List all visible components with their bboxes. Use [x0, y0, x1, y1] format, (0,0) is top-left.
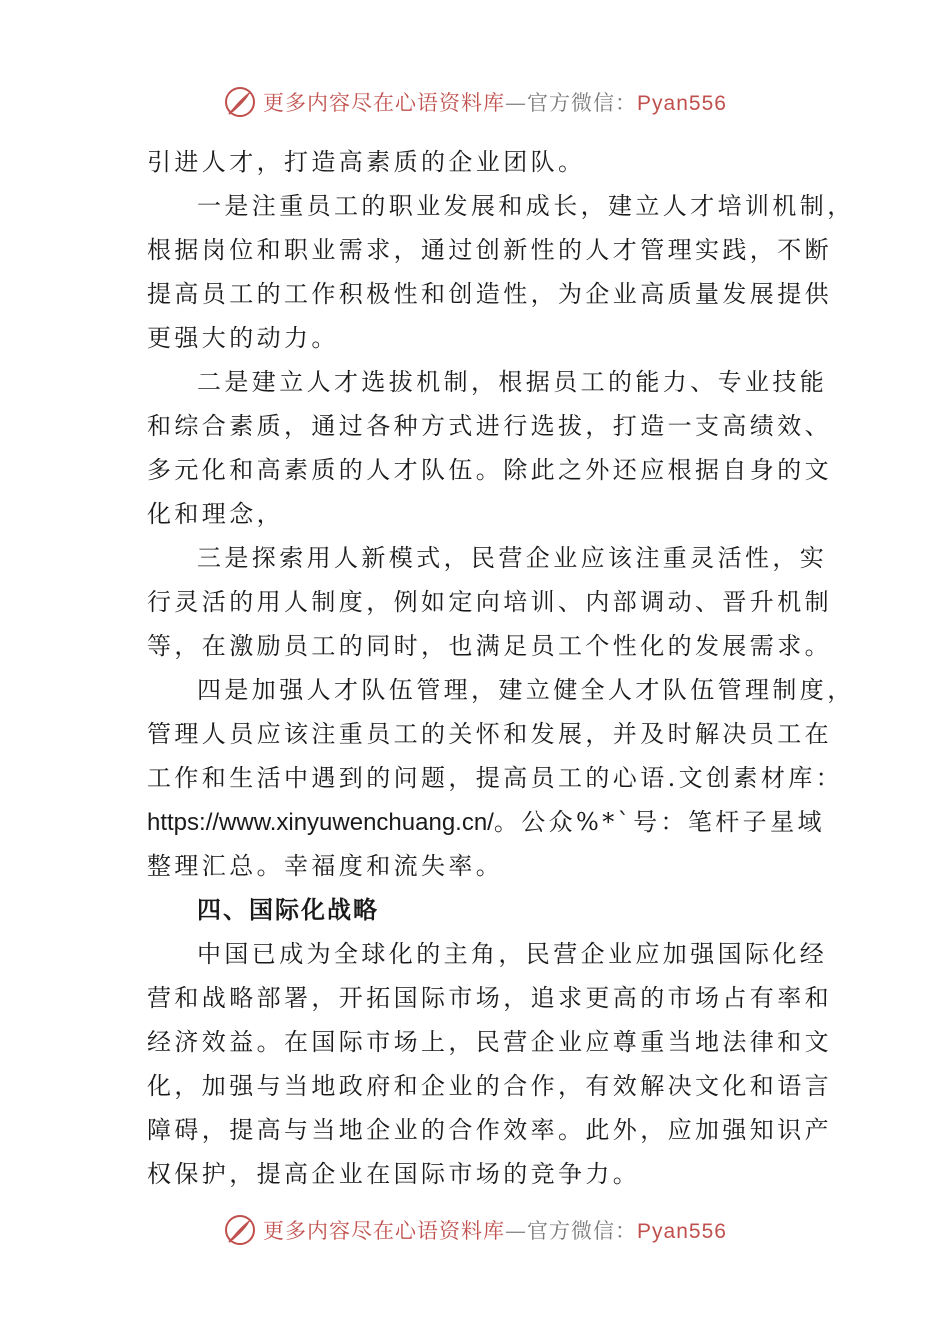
paragraph-line: 工作和生活中遇到的问题，提高员工的心语.文创素材库： — [147, 764, 844, 792]
header-banner — [0, 82, 950, 122]
paragraph-line: 经济效益。在国际市场上，民营企业应尊重当地法律和文 — [147, 1028, 832, 1056]
paragraph-line: 化，加强与当地政府和企业的合作，有效解决文化和语言 — [147, 1072, 832, 1100]
paragraph-line: 行灵活的用人制度，例如定向培训、内部调动、晋升机制 — [147, 588, 832, 616]
paragraph-line: 和综合素质，通过各种方式进行选拔，打造一支高绩效、 — [147, 412, 832, 440]
paragraph-line: 化和理念， — [147, 500, 284, 528]
paragraph-line: 引进人才，打造高素质的企业团队。 — [147, 148, 586, 176]
paragraph-line: 根据岗位和职业需求，通过创新性的人才管理实践，不断 — [147, 236, 832, 264]
paragraph-line: 障碍，提高与当地企业的合作效率。此外，应加强知识产 — [147, 1116, 832, 1144]
url-line — [147, 800, 825, 844]
paragraph-line: 三是探索用人新模式，民营企业应该注重灵活性，实 — [197, 544, 828, 572]
section-heading: 四、国际化战略 — [197, 896, 379, 924]
url-line-suffix: 。公众%*`号：笔杆子星域 — [493, 808, 825, 836]
paragraph-line: 等，在激励员工的同时，也满足员工个性化的发展需求。 — [147, 632, 832, 660]
paragraph-line: 整理汇总。幸福度和流失率。 — [147, 852, 504, 880]
footer-banner-text: 更多内容尽在心语资料库—官方微信：Pyan556 — [263, 1219, 727, 1243]
header-banner-text: 更多内容尽在心语资料库—官方微信：Pyan556 — [263, 91, 727, 115]
paragraph-line: 四是加强人才队伍管理，建立健全人才队伍管理制度， — [197, 676, 855, 704]
paragraph-line: 提高员工的工作积极性和创造性，为企业高质量发展提供 — [147, 280, 832, 308]
paragraph-line: 管理人员应该注重员工的关怀和发展，并及时解决员工在 — [147, 720, 832, 748]
paragraph-line: 更强大的动力。 — [147, 324, 339, 352]
paragraph-line: 一是注重员工的职业发展和成长，建立人才培训机制， — [197, 192, 855, 220]
paragraph-line: 二是建立人才选拔机制，根据员工的能力、专业技能 — [197, 368, 828, 396]
paragraph-line: 权保护，提高企业在国际市场的竞争力。 — [147, 1160, 641, 1188]
footer-banner — [0, 1210, 950, 1250]
quill-pen-logo-icon — [223, 85, 257, 119]
resource-link[interactable]: https://www.xinyuwenchuang.cn/ — [147, 809, 494, 836]
document-body — [147, 140, 855, 1196]
paragraph-line: 多元化和高素质的人才队伍。除此之外还应根据自身的文 — [147, 456, 832, 484]
paragraph-line: 中国已成为全球化的主角，民营企业应加强国际化经 — [197, 940, 828, 968]
quill-pen-logo-icon — [223, 1213, 257, 1247]
paragraph-line: 营和战略部署，开拓国际市场，追求更高的市场占有率和 — [147, 984, 832, 1012]
